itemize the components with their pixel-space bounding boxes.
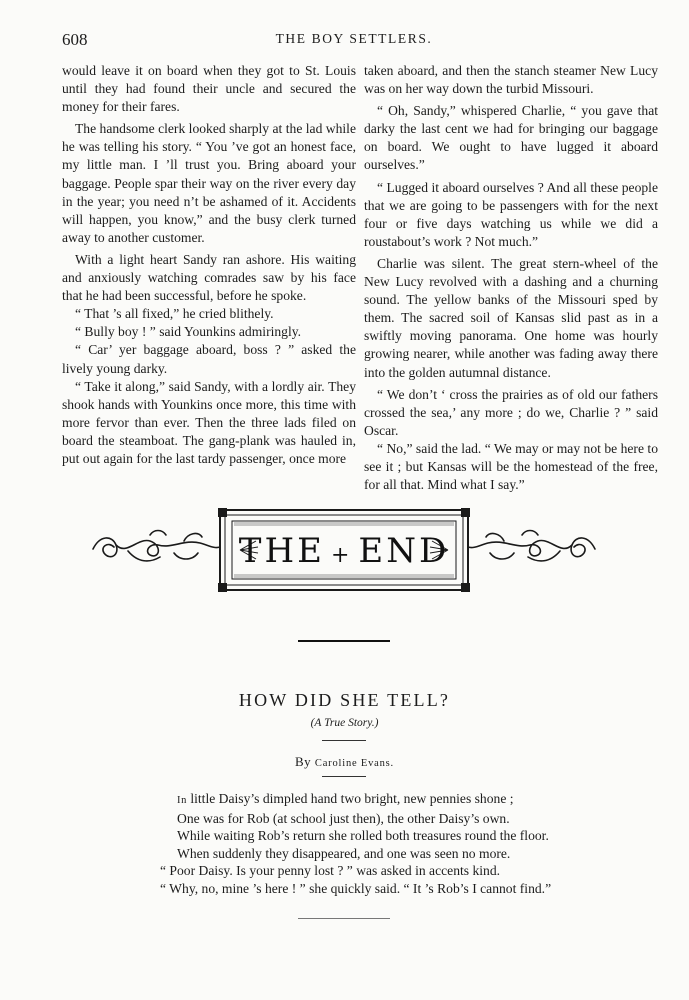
paragraph: “ We don’t ‘ cross the prairies as of old our fathers crossed the sea,’ any more ; do we, Charlie ? ” said Oscar. <box>364 386 658 438</box>
byline <box>0 754 689 770</box>
byline-prefix: By <box>295 754 312 769</box>
poem-line: When suddenly they disappeared, and one was seen no more. <box>177 845 511 861</box>
paragraph: “ Lugged it aboard ourselves ? And all these people that we are going to be passengers with for the next four or five days watching us while we did a roustabout’s work ? Not much.” <box>364 179 658 249</box>
paragraph: With a light heart Sandy ran ashore. His waiting and anxiously watching comrades saw by his face that he had been successful, before he spoke. <box>62 251 356 304</box>
the-word: THE <box>238 531 325 571</box>
section-divider <box>298 640 390 642</box>
poem <box>160 790 630 898</box>
running-title: THE BOY SETTLERS. <box>275 31 433 46</box>
left-column <box>62 62 356 472</box>
byline-author: Caroline Evans. <box>314 758 394 769</box>
title-rule <box>322 740 366 741</box>
two-column-text <box>62 62 658 492</box>
byline-rule <box>322 776 366 777</box>
paragraph: taken aboard, and then the stanch steamer New Lucy was on her way down the turbid Missouri. <box>364 63 658 97</box>
paragraph: “ Oh, Sandy,” whispered Charlie, “ you gave that darky the last cent we had for bringing our baggage on board. We ought to have lugged it aboard ourselves.” <box>364 103 658 173</box>
poem-line: In little Daisy’s dimpled hand two bright, new pennies shone ; <box>177 791 514 806</box>
end-word: END <box>358 531 450 571</box>
paragraph: “ That ’s all fixed,” he cried blithely. <box>75 306 274 322</box>
end-rule <box>298 918 390 919</box>
paragraph: “ Take it along,” said Sandy, with a lordly air. They shook hands with Younkins once more, this time with more fervor than ever. Then the three lads filed on board the steamboat. The gang-plank was hauled in, put out again for the last tardy passenger, once more <box>62 378 356 466</box>
article-title: HOW DID SHE TELL? <box>238 690 451 710</box>
poem-line: One was for Rob (at school just then), the other Daisy’s own. <box>177 810 510 826</box>
paragraph: “ No,” said the lad. “ We may or may not be here to see it ; but Kansas will be the homestead of the free, for all that. Mind what I say.” <box>364 440 658 493</box>
poem-line: While waiting Rob’s return she rolled both treasures round the floor. <box>177 828 549 844</box>
poem-line: “ Why, no, mine ’s here ! ” she quickly said. “ It ’s Rob’s I cannot find.” <box>160 880 552 896</box>
article-subtitle: (A True Story.) <box>310 717 379 729</box>
paragraph: “ Bully boy ! ” said Younkins admiringly. <box>75 324 302 340</box>
page-number: 608 <box>62 30 88 49</box>
the-end-ornament <box>88 505 600 595</box>
paragraph: “ Car’ yer baggage aboard, boss ? ” asked the lively young darky. <box>62 342 356 376</box>
paragraph: The handsome clerk looked sharply at the lad while he was telling his story. “ You ’ve got an honest face, my little man. I ’ll trust you. Bring aboard your baggage. People spar their way on the river every day in the year; you need n’t be ashamed of it. Accidents will happen, you know,” and the busy clerk turned away to another customer. <box>62 121 356 245</box>
banner-separator: + <box>330 543 353 568</box>
poem-line: “ Poor Daisy. Is your penny lost ? ” was asked in accents kind. <box>160 863 501 879</box>
paragraph: Charlie was silent. The great stern-wheel of the New Lucy revolved with a dashing and a churning sound. The yellow banks of the Missouri sped by them. The sacred soil of Kansas slid past as in a swiftly moving panorama. One home was hourly growing nearer, while another was fading away there into the golden autumnal distance. <box>364 255 658 380</box>
right-column <box>364 62 658 498</box>
paragraph: would leave it on board when they got to St. Louis until they had found their uncle and secured the money for their fares. <box>62 63 356 115</box>
running-header <box>62 30 646 50</box>
